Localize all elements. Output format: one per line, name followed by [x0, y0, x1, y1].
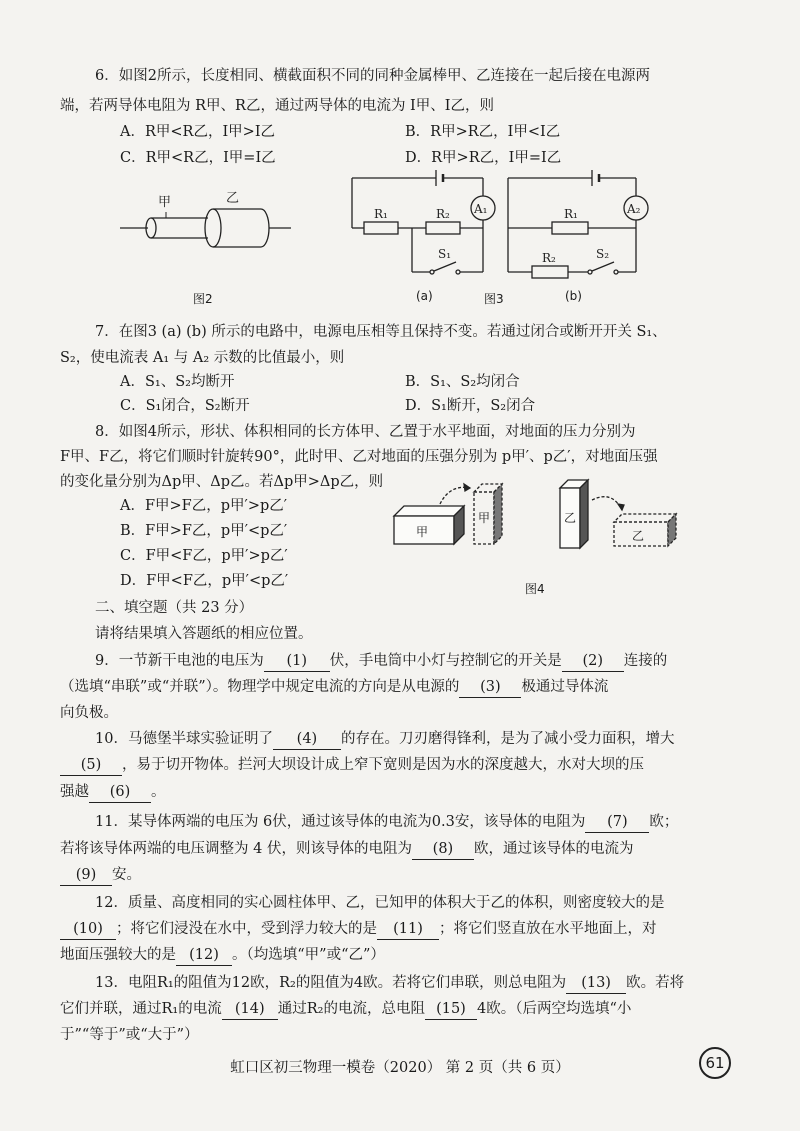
blank-4: (4) — [273, 729, 341, 750]
blank-1: (1) — [264, 651, 330, 672]
q8-stem-line3: 的变化量分别为Δp甲、Δp乙。若Δp甲>Δp乙，则 — [60, 474, 384, 490]
q10-text-1: 10．马德堡半球实验证明了 — [95, 731, 273, 747]
fig3a-s1-label: S₁ — [438, 247, 452, 261]
q10-line3 — [60, 782, 166, 803]
q13-line3: 于”“等于”或“大于”） — [60, 1027, 199, 1043]
fig3b-r2-label: R₂ — [542, 251, 556, 265]
q7-option-b: B．S₁、S₂均闭合 — [405, 374, 520, 390]
q10-text-2: 的存在。刀刃磨得锋利，是为了减小受力面积，增大 — [340, 731, 675, 747]
q7-stem-line2: S₂，使电流表 A₁ 与 A₂ 示数的比值最小，则 — [60, 350, 345, 366]
figure-3a-circuit — [350, 168, 498, 286]
q7-option-d: D．S₁断开，S₂闭合 — [405, 398, 536, 414]
blank-10: (10) — [60, 919, 116, 940]
blank-11: (11) — [377, 919, 439, 940]
q9-line3: 向负极。 — [60, 705, 118, 721]
figure-4-blocks — [382, 478, 687, 578]
q6-stem-line1: 6．如图2所示，长度相同、横截面积不同的同种金属棒甲、乙连接在一起后接在电源两 — [95, 68, 650, 84]
figure-3b-sublabel: (b) — [565, 289, 582, 303]
q6-option-a: A．R甲<R乙，I甲>I乙 — [120, 124, 276, 140]
q9-text-3: 连接的 — [623, 653, 668, 669]
fig3a-r2-label: R₂ — [436, 207, 450, 221]
fig2-label-jia: 甲 — [158, 195, 172, 210]
blank-8: (8) — [412, 839, 474, 860]
section-2-title: 二、填空题（共 23 分） — [95, 600, 254, 616]
q6-option-d: D．R甲>R乙，I甲=I乙 — [405, 150, 562, 166]
q9-line2 — [60, 677, 608, 698]
q13-text-1: 13．电阻R₁的阻值为12欧，R₂的阻值为4欧。若将它们串联，则总电阻为 — [95, 975, 567, 991]
blank-12: (12) — [176, 945, 232, 966]
section-2-instruction: 请将结果填入答题纸的相应位置。 — [95, 626, 313, 642]
q8-stem-line1: 8．如图4所示，形状、体积相同的长方体甲、乙置于水平地面，对地面的压力分别为 — [95, 424, 636, 440]
figure-3b-circuit — [506, 168, 654, 286]
q13-text-3: 它们并联，通过R₁的电流 — [60, 1001, 222, 1017]
q12-text-5: 。（均选填“甲”或“乙”） — [232, 947, 385, 963]
q13-line1 — [95, 973, 684, 994]
fig4-jia-label: 甲 — [416, 525, 429, 539]
fig3a-r1-label: R₁ — [374, 207, 388, 221]
q11-text-4: 欧，通过该导体的电流为 — [473, 841, 634, 857]
q8-stem-line2: F甲、F乙，将它们顺时针旋转90°，此时甲、乙对地面的压强分别为 p甲′、p乙′，对地面压强 — [60, 449, 658, 465]
figure-3-caption: 图3 — [484, 292, 504, 306]
q6-option-b: B．R甲>R乙，I甲<I乙 — [405, 124, 561, 140]
q11-text-3: 若将该导体两端的电压调整为 4 伏，则该导体的电阻为 — [60, 841, 412, 857]
fig4-yi-rotated-label: 乙 — [632, 529, 645, 543]
q9-text-5: 极通过导体流 — [521, 679, 609, 695]
q13-text-5: 4欧。（后两空均选填“小 — [476, 1001, 632, 1017]
q7-stem-line1: 7．在图3 (a) (b) 所示的电路中，电源电压相等且保持不变。若通过闭合或断开开关 S₁、 — [95, 324, 667, 340]
q11-text-2: 欧； — [649, 814, 679, 830]
q11-text-5: 安。 — [112, 867, 141, 883]
blank-14: (14) — [222, 999, 278, 1020]
q8-option-c: C．F甲<F乙，p甲′>p乙′ — [120, 548, 288, 564]
q9-text-1: 9．一节新干电池的电压为 — [95, 653, 264, 669]
fig4-yi-label: 乙 — [564, 511, 577, 525]
blank-7: (7) — [585, 812, 649, 833]
blank-3: (3) — [459, 677, 521, 698]
q9-text-2: 伏，手电筒中小灯与控制它的开关是 — [329, 653, 562, 669]
q13-text-2: 欧。若将 — [626, 975, 685, 991]
ammeter-a2-label: A₂ — [627, 202, 641, 216]
q11-line2 — [60, 839, 633, 860]
q7-option-c: C．S₁闭合，S₂断开 — [120, 398, 250, 414]
blank-13: (13) — [566, 973, 626, 994]
page-stamp-badge: 61 — [699, 1047, 731, 1079]
q13-line2 — [60, 999, 631, 1020]
q10-text-4: 强越 — [60, 784, 89, 800]
q9-text-4: （选填“串联”或“并联”）。物理学中规定电流的方向是从电源的 — [60, 679, 460, 695]
q10-line1 — [95, 729, 674, 750]
fig4-jia-rotated-label: 甲 — [478, 511, 491, 525]
blank-15: (15) — [425, 999, 477, 1020]
q6-option-c: C．R甲<R乙，I甲=I乙 — [120, 150, 276, 166]
figure-2-rods — [118, 190, 293, 265]
q12-text-3: ；将它们竖直放在水平地面上，对 — [439, 921, 657, 937]
q12-text-2: ；将它们浸没在水中，受到浮力较大的是 — [116, 921, 377, 937]
q11-text-1: 11．某导体两端的电压为 6伏，通过该导体的电流为0.3安，该导体的电阻为 — [95, 814, 586, 830]
q11-line3 — [60, 865, 141, 886]
figure-3a-sublabel: (a) — [416, 289, 433, 303]
q10-text-3: ，易于切开物体。拦河大坝设计成上窄下宽则是因为水的深度越大，水对大坝的压 — [122, 757, 644, 773]
q10-text-5: 。 — [151, 784, 166, 800]
blank-6: (6) — [89, 782, 151, 803]
q12-text-4: 地面压强较大的是 — [60, 947, 176, 963]
blank-5: (5) — [60, 755, 122, 776]
figure-4-caption: 图4 — [525, 582, 545, 596]
fig3b-r1-label: R₁ — [564, 207, 578, 221]
q8-option-b: B．F甲>F乙，p甲′<p乙′ — [120, 523, 288, 539]
q12-line1: 12．质量、高度相同的实心圆柱体甲、乙，已知甲的体积大于乙的体积，则密度较大的是 — [95, 895, 665, 911]
q12-line3 — [60, 945, 385, 966]
q12-line2 — [60, 919, 657, 940]
fig3b-s2-label: S₂ — [596, 247, 610, 261]
fig2-label-yi: 乙 — [226, 191, 240, 206]
q8-option-d: D．F甲<F乙，p甲′<p乙′ — [120, 573, 289, 589]
ammeter-a1-label: A₁ — [474, 202, 488, 216]
q13-text-4: 通过R₂的电流，总电阻 — [277, 1001, 425, 1017]
figure-2-caption: 图2 — [193, 292, 213, 306]
q11-line1 — [95, 812, 678, 833]
q9-line1 — [95, 651, 667, 672]
q10-line2 — [60, 755, 644, 776]
q8-option-a: A．F甲>F乙，p甲′>p乙′ — [120, 498, 288, 514]
page-footer: 虹口区初三物理一模卷（2020） 第 2 页（共 6 页） — [230, 1060, 570, 1076]
blank-2: (2) — [562, 651, 624, 672]
blank-9: (9) — [60, 865, 112, 886]
q6-stem-line2: 端，若两导体电阻为 R甲、R乙，通过两导体的电流为 I甲、I乙，则 — [60, 98, 495, 114]
q7-option-a: A．S₁、S₂均断开 — [120, 374, 235, 390]
